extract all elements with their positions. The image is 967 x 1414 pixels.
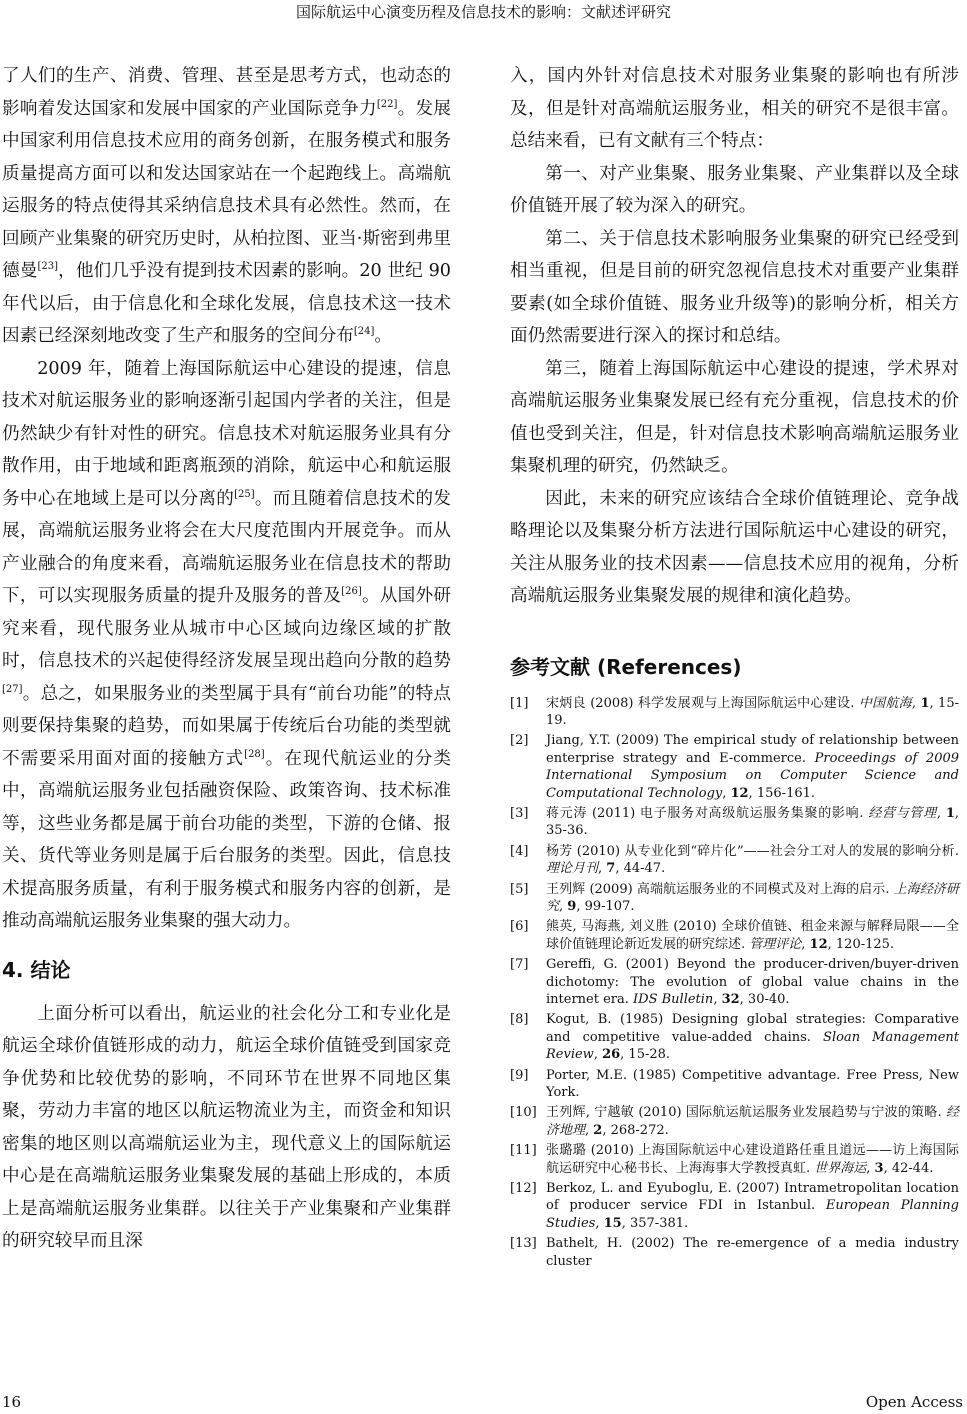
reference-number: [4] xyxy=(510,843,529,859)
section-heading: 4. 结论 xyxy=(2,957,71,982)
reference-volume: 2 xyxy=(593,1122,603,1138)
reference-volume: 1 xyxy=(920,695,930,711)
reference-item xyxy=(510,732,959,802)
reference-segment: Jiang, Y.T. (2009) The empirical study of relationship between enterprise strategy and E-commerce. xyxy=(546,733,959,766)
reference-text xyxy=(546,918,959,953)
body-paragraph xyxy=(2,60,451,353)
reference-number: [2] xyxy=(510,733,529,749)
reference-volume: 15 xyxy=(603,1215,622,1231)
reference-volume: 3 xyxy=(874,1160,884,1176)
reference-journal: 管理评论 xyxy=(749,936,802,952)
reference-segment: , xyxy=(559,898,568,914)
reference-segment: , xyxy=(936,805,946,821)
body-paragraph: 第一、对产业集聚、服务业集聚、产业集群以及全球价值链开展了较为深入的研究。 xyxy=(510,163,959,216)
body-paragraph: 入，国内外针对信息技术对服务业集聚的影响也有所涉及，但是针对高端航运服务业，相关的研究不是很丰富。总结来看，已有文献有三个特点： xyxy=(510,66,959,151)
reference-item xyxy=(510,1235,959,1270)
reference-item xyxy=(510,695,959,730)
reference-journal: 理论月刊 xyxy=(546,861,599,877)
reference-text xyxy=(546,805,959,840)
reference-journal: 中国航海 xyxy=(858,695,912,711)
body-paragraph: 第三，随着上海国际航运中心建设的提速，学术界对高端航运服务业集聚发展已经有充分重视，信息技术的价值也受到关注，但是，针对信息技术影响高端航运服务业集聚机理的研究，仍然缺乏。 xyxy=(510,358,959,476)
reference-segment: , 42-44. xyxy=(883,1160,934,1176)
reference-journal: 经营与管理 xyxy=(868,805,937,821)
reference-segment: Bathelt, H. (2002) The re-emergence of a media industry cluster xyxy=(546,1236,959,1269)
text-run: ，他们几乎没有提到技术因素的影响。20 世纪 90 年代以后，由于信息化和全球化发展，信息技术这一技术因素已经深刻地改变了生产和服务的空间分布 xyxy=(2,261,451,346)
left-column xyxy=(2,60,451,1258)
reference-journal: 世界海运 xyxy=(814,1160,867,1176)
citation: [26] xyxy=(341,586,362,598)
body-paragraph: 上面分析可以看出，航运业的社会化分工和专业化是航运全球价值链形成的动力，航运全球价值链受到国家竞争优势和比较优势的影响，不同环节在世界不同地区集聚，劳动力丰富的地区以航运物流业为主，而资金和知识密集的地区则以高端航运业为主，现代意义上的国际航运中心是在高端航运服务业集聚发展的基础上形成的，本质上是高端航运服务业集群。以往关于产业集聚和产业集群的研究较早而且深 xyxy=(2,1003,451,1251)
citation: [24] xyxy=(353,326,375,338)
references-heading: 参考文献 (References) xyxy=(510,654,742,679)
reference-segment: , 120-125. xyxy=(827,936,895,952)
running-head: 国际航运中心演变历程及信息技术的影响：文献述评研究 xyxy=(295,3,671,21)
reference-segment: , 44-47. xyxy=(615,861,666,877)
reference-segment: , xyxy=(866,1160,875,1176)
reference-item xyxy=(510,805,959,840)
citation: [22] xyxy=(376,98,398,110)
reference-segment: , xyxy=(911,695,921,711)
text-run: 。从国外研究来看，现代服务业从城市中心区域向边缘区域的扩散时，信息技术的兴起使得经济发展呈现出趋向分散的趋势 xyxy=(2,586,451,671)
reference-volume: 1 xyxy=(945,805,955,821)
reference-journal: 上海经济研究 xyxy=(546,881,959,914)
reference-number: [11] xyxy=(510,1143,537,1159)
reference-segment: , 30-40. xyxy=(739,992,790,1007)
reference-segment: 张璐璐 (2010) 上海国际航运中心建设道路任重且道远——访上海国际航运研究中心秘书长、上海海事大学教授真虹. xyxy=(546,1143,959,1176)
citation: [27] xyxy=(2,683,23,695)
open-access-label: Open Access xyxy=(865,1393,963,1411)
reference-segment: , 15-28. xyxy=(620,1047,671,1063)
reference-volume: 12 xyxy=(809,936,828,952)
citation: [23] xyxy=(37,261,58,273)
reference-text xyxy=(546,695,959,730)
reference-list xyxy=(510,695,959,1271)
text-run: 。而且随着信息技术的发展，高端航运服务业将会在大尺度范围内开展竞争。而从产业融合的角度来看，高端航运服务业在信息技术的帮助下，可以实现服务质量的提升及服务的普及 xyxy=(2,488,451,606)
reference-segment: , xyxy=(722,785,731,801)
reference-number: [10] xyxy=(510,1105,537,1121)
reference-segment: , 35-36. xyxy=(546,805,959,839)
reference-item xyxy=(510,1104,959,1139)
text-run: 。在现代航运业的分类中，高端航运服务业包括融资保险、政策咨询、技术标准等，这些业务都是属于前台功能的类型，下游的仓储、报关、货代等业务则是属于后台服务的类型。因此，信息技术提高服务质量，有利于服务模式和服务内容的创新，是推动高端航运服务业集聚的强大动力。 xyxy=(2,748,451,931)
reference-journal: IDS Bulletin xyxy=(633,992,714,1007)
reference-number: [1] xyxy=(510,695,529,711)
reference-segment: , 99-107. xyxy=(576,898,635,914)
reference-segment: 蒋元涛 (2011) 电子服务对高级航运服务集聚的影响. xyxy=(546,805,869,821)
reference-journal: 经济地理 xyxy=(546,1105,959,1138)
reference-segment: 杨芳 (2010) 从专业化到“碎片化”——社会分工对人的发展的影响分析. xyxy=(546,843,959,859)
reference-segment: Kogut, B. (1985) Designing global strategies: Comparative and competitive value-added chains. xyxy=(546,1012,959,1045)
reference-number: [6] xyxy=(510,919,529,935)
text-run: 。 xyxy=(374,326,393,346)
reference-number: [7] xyxy=(510,957,529,973)
body-paragraph: 因此，未来的研究应该结合全球价值链理论、竞争战略理论以及集聚分析方法进行国际航运中心建设的研究，关注从服务业的技术因素——信息技术应用的视角，分析高端航运服务业集聚发展的规律和演化趋势。 xyxy=(510,488,959,606)
text-run: 。发展中国家利用信息技术应用的商务创新，在服务模式和服务质量提高方面可以和发达国家站在一个起跑线上。高端航运服务的特点使得其采纳信息技术具有必然性。然而，在回顾产业集聚的研究历史时，从柏拉图、亚当·斯密到弗里德曼 xyxy=(2,98,451,281)
text-run: 了人们的生产、消费、管理、甚至是思考方式，也动态的影响着发达国家和发展中国家的产业国际竞争力 xyxy=(2,66,451,119)
reference-segment: 王列辉, 宁越敏 (2010) 国际航运航运服务业发展趋势与宁波的策略. xyxy=(546,1105,946,1121)
reference-segment: 熊英, 马海燕, 刘义胜 (2010) 全球价值链、租金来源与解释局限——全球价值链理论新近发展的研究综述. xyxy=(546,919,959,952)
reference-volume: 26 xyxy=(602,1047,621,1063)
reference-item xyxy=(510,1142,959,1177)
citation: [25] xyxy=(234,488,255,500)
reference-journal: Sloan Management Review xyxy=(546,1029,959,1063)
reference-item xyxy=(510,1180,959,1232)
reference-text xyxy=(546,1142,959,1177)
reference-item xyxy=(510,1067,959,1102)
text-run: 。总之，如果服务业的类型属于具有“前台功能”的特点则要保持集聚的趋势，而如果属于传统后台功能的类型就不需要采用面对面的接触方式 xyxy=(2,683,451,769)
reference-segment: , 268-272. xyxy=(602,1122,669,1138)
reference-text xyxy=(546,1235,959,1270)
reference-segment: Berkoz, L. and Eyuboglu, E. (2007) Intrametropolitan location of producer service FDI in Istanbul. xyxy=(546,1181,959,1214)
reference-volume: 32 xyxy=(721,992,740,1007)
reference-item xyxy=(510,918,959,953)
reference-text xyxy=(546,1011,959,1063)
reference-volume: 7 xyxy=(606,861,616,877)
reference-text xyxy=(546,732,959,802)
reference-text xyxy=(546,1180,959,1232)
reference-number: [13] xyxy=(510,1236,537,1252)
reference-segment: 王列辉 (2009) 高端航运服务业的不同模式及对上海的启示. xyxy=(546,881,894,897)
reference-journal: Proceedings of 2009 International Symposium on Computer Science and Computational Technology xyxy=(546,750,960,801)
text-run: 2009 年，随着上海国际航运中心建设的提速，信息技术对航运服务业的影响逐渐引起国内学者的关注，但是仍然缺少有针对性的研究。信息技术对航运服务业具有分散作用，由于地域和距离瓶颈的消除，航运中心和航运服务中心在地域上是可以分离的 xyxy=(2,358,451,509)
reference-journal: European Planning Studies xyxy=(546,1198,959,1231)
reference-segment: , 357-381. xyxy=(621,1215,689,1231)
reference-segment: , 156-161. xyxy=(748,785,816,801)
reference-segment: , xyxy=(593,1047,603,1063)
reference-segment: , 15-19. xyxy=(546,695,959,728)
reference-text xyxy=(546,1067,959,1102)
reference-segment: , xyxy=(598,861,607,877)
reference-segment: , xyxy=(713,992,722,1007)
page-number: 16 xyxy=(2,1393,22,1411)
right-column xyxy=(510,60,959,1273)
reference-number: [8] xyxy=(510,1012,529,1028)
reference-segment: Porter, M.E. (1985) Competitive advantage. Free Press, New York. xyxy=(546,1067,959,1101)
reference-text xyxy=(546,956,959,1008)
reference-item xyxy=(510,1011,959,1063)
reference-number: [12] xyxy=(510,1181,537,1197)
reference-volume: 9 xyxy=(567,898,577,914)
reference-number: [9] xyxy=(510,1067,529,1083)
reference-segment: , xyxy=(585,1122,594,1138)
reference-item xyxy=(510,843,959,878)
reference-segment: , xyxy=(801,936,810,952)
reference-text xyxy=(546,881,959,916)
reference-item xyxy=(510,881,959,916)
reference-text xyxy=(546,843,959,878)
reference-item xyxy=(510,956,959,1008)
body-paragraph xyxy=(2,353,451,938)
citation: [28] xyxy=(244,748,265,760)
reference-text xyxy=(546,1104,959,1139)
reference-number: [3] xyxy=(510,805,529,821)
reference-volume: 12 xyxy=(730,785,749,801)
reference-segment: 宋炳良 (2008) 科学发展观与上海国际航运中心建设. xyxy=(546,695,859,711)
reference-number: [5] xyxy=(510,881,529,897)
reference-segment: , xyxy=(595,1215,604,1231)
body-paragraph: 第二、关于信息技术影响服务业集聚的研究已经受到相当重视，但是目前的研究忽视信息技术对重要产业集群要素(如全球价值链、服务业升级等)的影响分析，相关方面仍然需要进行深入的探讨和总结。 xyxy=(510,228,959,346)
reference-segment: Gereffi, G. (2001) Beyond the producer-driven/buyer-driven dichotomy: The evolution of global value chains in the internet era. xyxy=(546,957,959,1007)
